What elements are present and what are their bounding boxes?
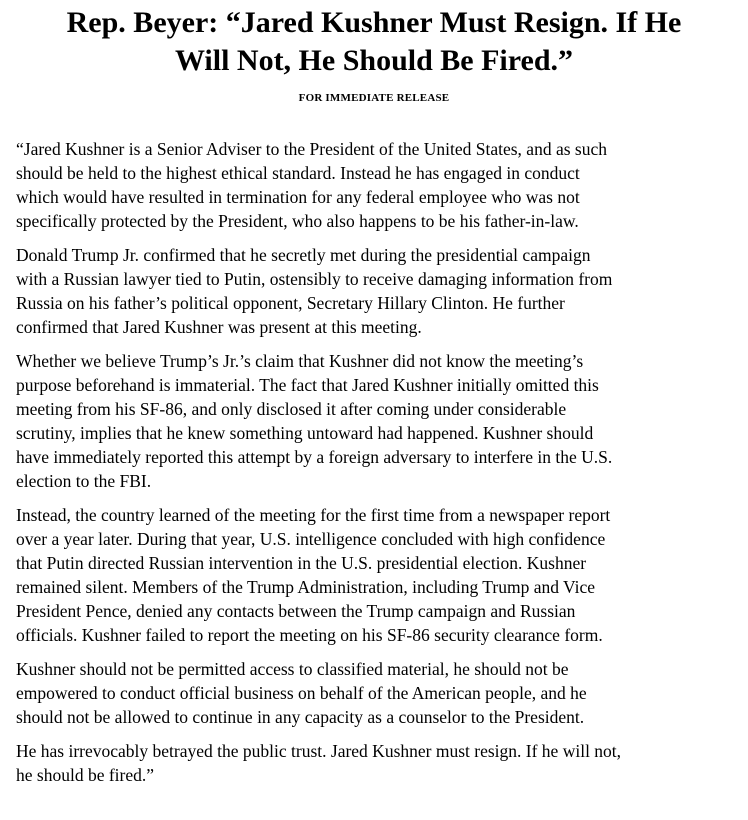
headline [0, 4, 748, 80]
paragraph-line: Russia on his father’s political opponent, Secretary Hillary Clinton. He further [16, 293, 565, 313]
release-label: FOR IMMEDIATE RELEASE [298, 92, 450, 104]
paragraph-line: Whether we believe Trump’s Jr.’s claim that Kushner did not know the meeting’s [16, 351, 584, 371]
paragraph-line: should be held to the highest ethical standard. Instead he has engaged in conduct [16, 163, 580, 183]
paragraph [16, 349, 736, 493]
paragraph-line: election to the FBI. [16, 471, 152, 491]
statement-body [16, 137, 736, 797]
headline-line: Rep. Beyer: “Jared Kushner Must Resign. If He [66, 6, 682, 39]
paragraph-line: over a year later. During that year, U.S. intelligence concluded with high confidence [16, 529, 606, 549]
paragraph [16, 657, 736, 729]
paragraph [16, 243, 736, 339]
paragraph [16, 739, 736, 787]
paragraph-line: purpose beforehand is immaterial. The fact that Jared Kushner initially omitted this [16, 375, 599, 395]
paragraph-line: Kushner should not be permitted access to classified material, he should not be [16, 659, 569, 679]
paragraph-line: meeting from his SF-86, and only disclosed it after coming under considerable [16, 399, 567, 419]
paragraph-line: empowered to conduct official business on behalf of the American people, and he [16, 683, 587, 703]
paragraph-line: he should be fired.” [16, 765, 155, 785]
paragraph-line: He has irrevocably betrayed the public trust. Jared Kushner must resign. If he will not, [16, 741, 622, 761]
paragraph-line: remained silent. Members of the Trump Administration, including Trump and Vice [16, 577, 596, 597]
paragraph-line: “Jared Kushner is a Senior Adviser to the President of the United States, and as such [16, 139, 607, 159]
paragraph-line: with a Russian lawyer tied to Putin, ostensibly to receive damaging information from [16, 269, 613, 289]
paragraph-line: confirmed that Jared Kushner was present at this meeting. [16, 317, 422, 337]
paragraph-line: President Pence, denied any contacts between the Trump campaign and Russian [16, 601, 576, 621]
paragraph-line: specifically protected by the President, who also happens to be his father-in-law. [16, 211, 579, 231]
paragraph-line: Instead, the country learned of the meeting for the first time from a newspaper report [16, 505, 611, 525]
paragraph [16, 137, 736, 233]
paragraph-line: scrutiny, implies that he knew something untoward had happened. Kushner should [16, 423, 594, 443]
paragraph-line: Donald Trump Jr. confirmed that he secretly met during the presidential campaign [16, 245, 591, 265]
paragraph-line: that Putin directed Russian intervention in the U.S. presidential election. Kushner [16, 553, 587, 573]
headline-line: Will Not, He Should Be Fired.” [174, 44, 574, 77]
paragraph-line: have immediately reported this attempt by a foreign adversary to interfere in the U.S. [16, 447, 613, 467]
paragraph-line: officials. Kushner failed to report the meeting on his SF-86 security clearance form. [16, 625, 603, 645]
paragraph-line: should not be allowed to continue in any capacity as a counselor to the President. [16, 707, 585, 727]
paragraph [16, 503, 736, 647]
paragraph-line: which would have resulted in termination for any federal employee who was not [16, 187, 580, 207]
